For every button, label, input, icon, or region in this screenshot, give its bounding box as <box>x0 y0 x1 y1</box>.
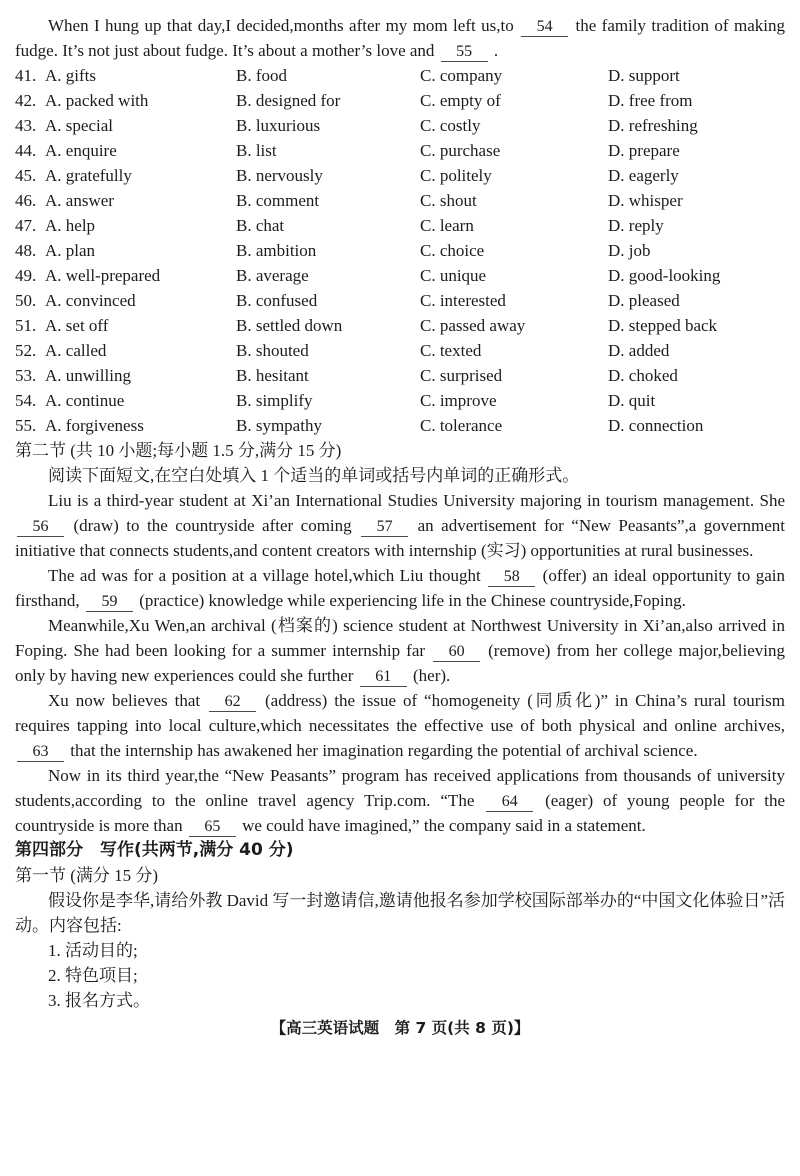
option-43-A: A. special <box>45 116 113 135</box>
option-54-D: D. quit <box>608 391 656 410</box>
option-54-A: A. continue <box>45 391 125 410</box>
option-55-A: A. forgiveness <box>45 416 144 435</box>
option-row-44 <box>15 138 785 163</box>
cloze-intro-paragraph: When I hung up that day,I decided,months after my mom left us,to 54 the family tradition of making fudge. It’s not just about fudge. It’s about a mother’s love and 55 . <box>15 16 785 60</box>
option-43-D: D. refreshing <box>608 116 698 135</box>
blank-61: 61 <box>360 667 407 687</box>
option-number-55: 55. <box>15 416 37 435</box>
option-49-D: D. good-looking <box>608 266 721 285</box>
option-45-B: B. nervously <box>236 166 323 185</box>
option-47-A: A. help <box>45 216 96 235</box>
option-number-49: 49. <box>15 266 37 285</box>
passage-paragraph-5: Now in its third year,the “New Peasants” program has received applications from thousands of university students,according to the online travel agency Trip.com. “The 64 (eager) of young people for the countryside is more than 65 we could have imagined,” the company said in a statement. <box>15 766 786 835</box>
option-50-D: D. pleased <box>608 291 680 310</box>
option-44-D: D. prepare <box>608 141 680 160</box>
option-row-43 <box>15 113 785 138</box>
blank-57: 57 <box>361 517 408 537</box>
option-48-C: C. choice <box>420 241 485 260</box>
option-46-B: B. comment <box>236 191 320 210</box>
option-50-B: B. confused <box>236 291 318 310</box>
option-53-A: A. unwilling <box>45 366 131 385</box>
option-number-50: 50. <box>15 291 37 310</box>
option-46-C: C. shout <box>420 191 477 210</box>
option-row-45 <box>15 163 785 188</box>
option-46-D: D. whisper <box>608 191 683 210</box>
option-48-B: B. ambition <box>236 241 317 260</box>
option-42-A: A. packed with <box>45 91 149 110</box>
blank-58: 58 <box>488 567 535 587</box>
option-41-D: D. support <box>608 66 680 85</box>
option-row-54 <box>15 388 785 413</box>
option-50-C: C. interested <box>420 291 506 310</box>
option-number-48: 48. <box>15 241 37 260</box>
option-51-D: D. stepped back <box>608 316 718 335</box>
passage-paragraph-4: Xu now believes that 62 (address) the issue of “homogeneity (同质化)” in China’s rural tourism requires tapping into local culture,which necessitates the effective use of both physical and online archives, 63 that the internship has awakened her imagination regarding the potential of archival science. <box>15 691 785 760</box>
blank-55: 55 <box>441 42 488 62</box>
option-49-B: B. average <box>236 266 309 285</box>
option-46-A: A. answer <box>45 191 114 210</box>
option-number-45: 45. <box>15 166 37 185</box>
option-47-C: C. learn <box>420 216 474 235</box>
option-49-C: C. unique <box>420 266 487 285</box>
option-row-52 <box>15 338 785 363</box>
options-table <box>15 63 785 438</box>
part4-section1-heading: 第一节 (满分 15 分) <box>15 866 159 885</box>
option-41-C: C. company <box>420 66 503 85</box>
option-55-D: D. connection <box>608 416 704 435</box>
option-55-C: C. tolerance <box>420 416 503 435</box>
blank-64: 64 <box>486 792 533 812</box>
section2-instruction: 阅读下面短文,在空白处填入 1 个适当的单词或括号内单词的正确形式。 <box>48 466 580 485</box>
writing-point-3: 3. 报名方式。 <box>48 991 150 1010</box>
option-number-43: 43. <box>15 116 37 135</box>
option-52-D: D. added <box>608 341 670 360</box>
blank-63: 63 <box>17 742 64 762</box>
blank-62: 62 <box>209 692 256 712</box>
option-row-53 <box>15 363 785 388</box>
writing-point-2: 2. 特色项目; <box>48 966 138 985</box>
writing-points <box>15 938 785 1013</box>
option-number-46: 46. <box>15 191 37 210</box>
option-53-D: D. choked <box>608 366 678 385</box>
option-44-C: C. purchase <box>420 141 501 160</box>
option-48-D: D. job <box>608 241 651 260</box>
blank-59: 59 <box>86 592 133 612</box>
option-52-C: C. texted <box>420 341 482 360</box>
section2-heading: 第二节 (共 10 小题;每小题 1.5 分,满分 15 分) <box>15 441 342 460</box>
option-47-D: D. reply <box>608 216 664 235</box>
option-number-41: 41. <box>15 66 37 85</box>
option-number-47: 47. <box>15 216 37 235</box>
option-48-A: A. plan <box>45 241 96 260</box>
option-49-A: A. well-prepared <box>45 266 161 285</box>
part4-heading: 第四部分 写作(共两节,满分 40 分) <box>15 840 294 860</box>
option-row-49 <box>15 263 785 288</box>
option-53-B: B. hesitant <box>236 366 309 385</box>
blank-65: 65 <box>189 817 236 837</box>
option-54-C: C. improve <box>420 391 497 410</box>
option-50-A: A. convinced <box>45 291 136 310</box>
option-42-C: C. empty of <box>420 91 501 110</box>
option-52-B: B. shouted <box>236 341 309 360</box>
option-44-A: A. enquire <box>45 141 117 160</box>
option-43-C: C. costly <box>420 116 481 135</box>
option-row-48 <box>15 238 785 263</box>
option-row-50 <box>15 288 785 313</box>
option-number-51: 51. <box>15 316 37 335</box>
option-51-C: C. passed away <box>420 316 526 335</box>
blank-56: 56 <box>17 517 64 537</box>
option-47-B: B. chat <box>236 216 285 235</box>
option-54-B: B. simplify <box>236 391 313 410</box>
option-row-41 <box>15 63 785 88</box>
option-43-B: B. luxurious <box>236 116 321 135</box>
writing-prompt: 假设你是李华,请给外教 David 写一封邀请信,邀请他报名参加学校国际部举办的“中国文化体验日”活动。内容包括: <box>15 891 785 935</box>
passage-paragraph-1: Liu is a third-year student at Xi’an International Studies University majoring in tourism management. She 56 (draw) to the countryside after coming 57 an advertisement for “New Peasants”,a government initiative that connects students,and content creators with internship (实习) opportunities at rural businesses. <box>15 491 785 560</box>
option-41-A: A. gifts <box>45 66 96 85</box>
passage-paragraph-3: Meanwhile,Xu Wen,an archival (档案的) science student at Northwest University in Xi’an,also arrived in Foping. She had been looking for a summer internship far 60 (remove) from her college major,believing only by having new experiences could she further 61 (her). <box>15 616 785 685</box>
option-number-53: 53. <box>15 366 37 385</box>
blank-60: 60 <box>433 642 480 662</box>
option-number-42: 42. <box>15 91 37 110</box>
option-41-B: B. food <box>236 66 287 85</box>
option-row-51 <box>15 313 785 338</box>
option-number-54: 54. <box>15 391 37 410</box>
writing-point-1: 1. 活动目的; <box>48 941 138 960</box>
option-53-C: C. surprised <box>420 366 503 385</box>
option-51-A: A. set off <box>45 316 109 335</box>
passage-paragraph-2: The ad was for a position at a village hotel,which Liu thought 58 (offer) an ideal opportunity to gain firsthand, 59 (practice) knowledge while experiencing life in the Chinese countryside,Foping. <box>15 566 786 610</box>
option-51-B: B. settled down <box>236 316 343 335</box>
option-44-B: B. list <box>236 141 277 160</box>
option-55-B: B. sympathy <box>236 416 322 435</box>
option-row-47 <box>15 213 785 238</box>
option-45-C: C. politely <box>420 166 492 185</box>
option-42-D: D. free from <box>608 91 693 110</box>
option-row-55 <box>15 413 785 438</box>
option-42-B: B. designed for <box>236 91 341 110</box>
option-number-52: 52. <box>15 341 37 360</box>
option-45-A: A. gratefully <box>45 166 132 185</box>
option-row-42 <box>15 88 785 113</box>
option-number-44: 44. <box>15 141 37 160</box>
option-52-A: A. called <box>45 341 107 360</box>
option-row-46 <box>15 188 785 213</box>
blank-54: 54 <box>521 17 568 37</box>
page-footer: 【高三英语试题 第 7 页(共 8 页)】 <box>270 1019 530 1037</box>
option-45-D: D. eagerly <box>608 166 679 185</box>
